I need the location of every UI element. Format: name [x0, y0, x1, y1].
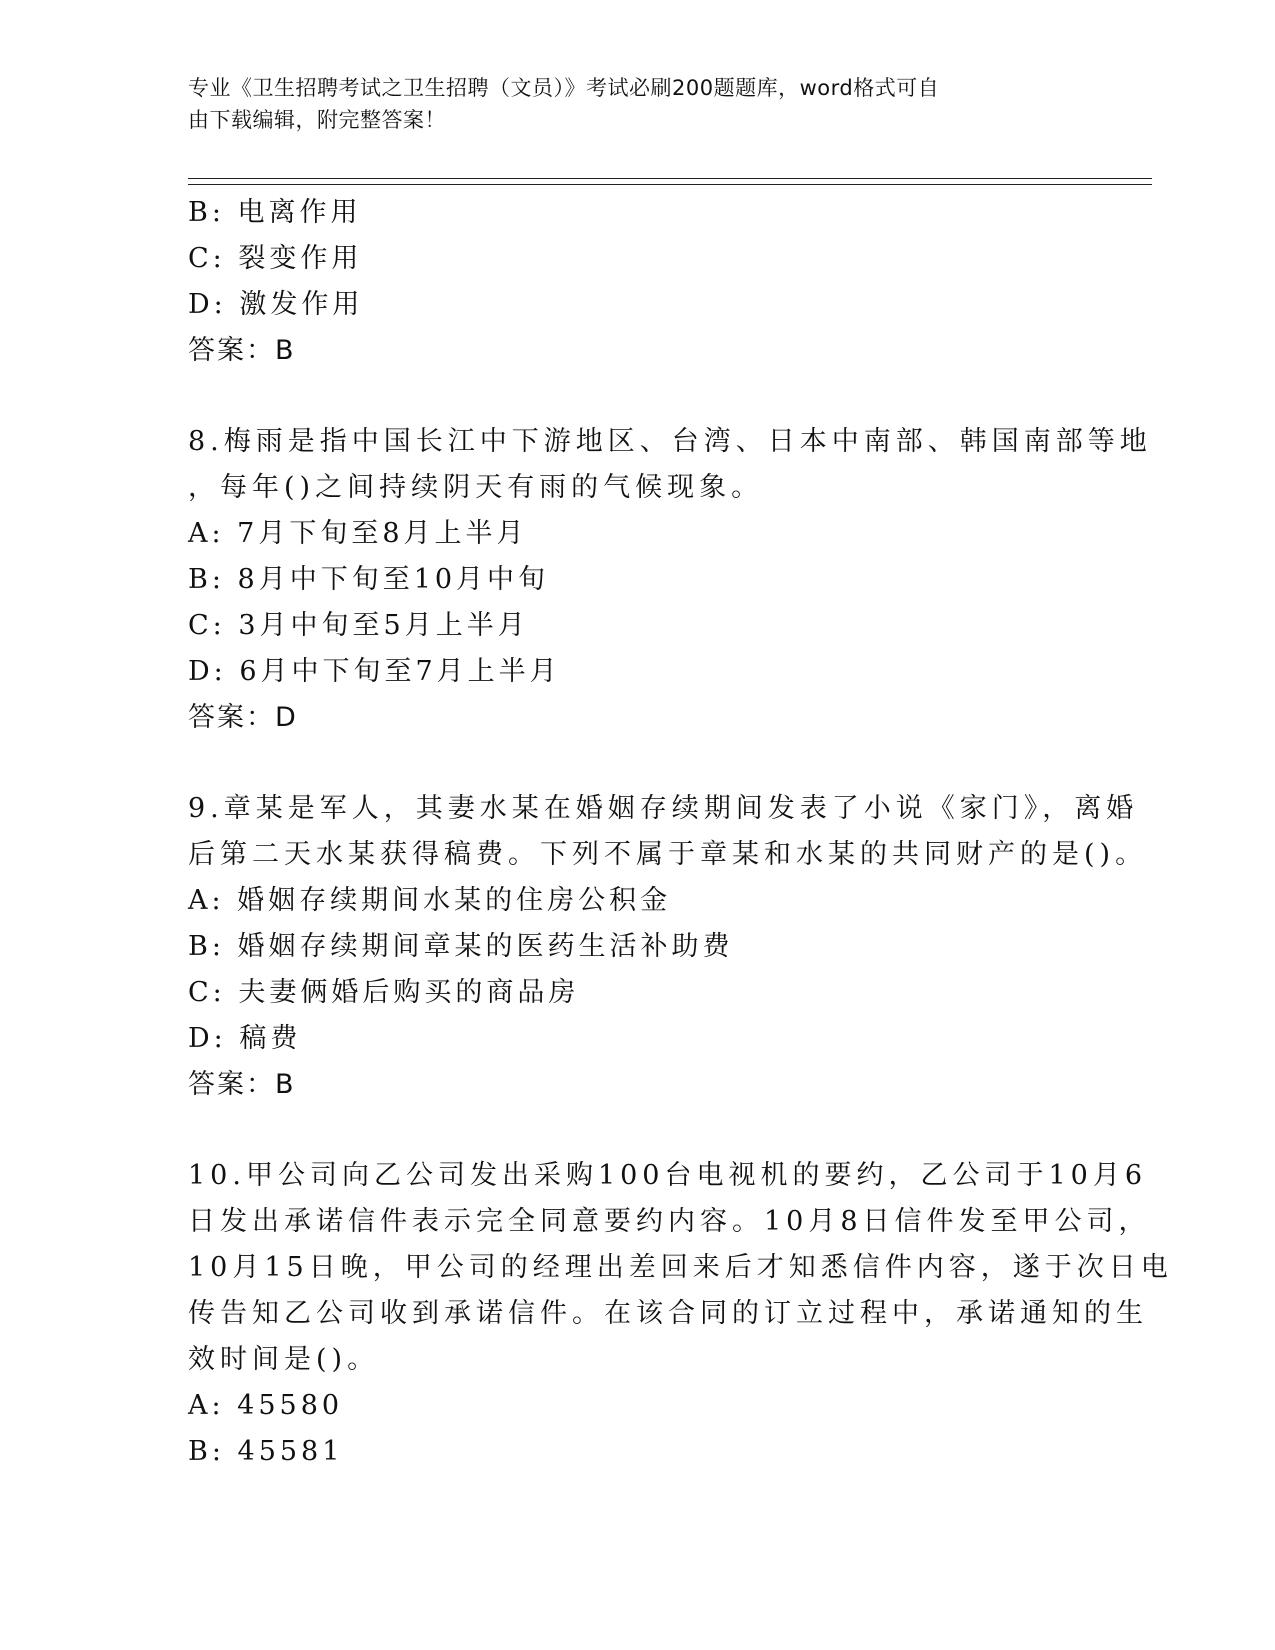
- option-c: C: 裂变作用: [188, 243, 363, 274]
- option-b: B: 电离作用: [188, 197, 362, 228]
- question-stem-line: 9.章某是军人，其妻水某在婚姻存续期间发表了小说《家门》，离婚: [188, 793, 1139, 824]
- question-10: [188, 1153, 1173, 1475]
- question-7: [188, 190, 1088, 374]
- option-b: B: 婚姻存续期间章某的医药生活补助费: [188, 931, 734, 962]
- question-spacer: [188, 741, 1088, 786]
- question-spacer: [188, 374, 1088, 419]
- option-d: D: 激发作用: [188, 289, 364, 320]
- question-stem-line: 后第二天水某获得稿费。下列不属于章某和水某的共同财产的是()。: [188, 839, 1148, 870]
- question-stem-line: 10.甲公司向乙公司发出采购100台电视机的要约，乙公司于10月6: [188, 1160, 1148, 1191]
- question-stem-line: 日发出承诺信件表示完全同意要约内容。10月8日信件发至甲公司，: [188, 1206, 1151, 1237]
- option-d: D: 稿费: [188, 1023, 302, 1054]
- option-a: A: 7月下旬至8月上半月: [188, 518, 528, 549]
- question-stem-line: 10月15日晚，甲公司的经理出差回来后才知悉信件内容，遂于次日电: [188, 1252, 1173, 1283]
- option-c: C: 夫妻俩婚后购买的商品房: [188, 977, 580, 1008]
- answer-text: 答案：D: [188, 702, 298, 733]
- option-b: B: 45581: [188, 1436, 344, 1467]
- question-9: [188, 786, 1148, 1108]
- question-stem-line: 效时间是()。: [188, 1344, 380, 1375]
- question-stem-line: 传告知乙公司收到承诺信件。在该合同的订立过程中，承诺通知的生: [188, 1298, 1148, 1329]
- answer-text: 答案：B: [188, 335, 296, 366]
- header-divider: [188, 178, 1152, 185]
- question-8: [188, 419, 1152, 741]
- question-spacer: [188, 1108, 1088, 1153]
- header-line-1: 专业《卫生招聘考试之卫生招聘（文员）》考试必刷200题题库，word格式可自: [188, 76, 940, 100]
- option-a: A: 45580: [188, 1390, 344, 1421]
- option-a: A: 婚姻存续期间水某的住房公积金: [188, 885, 672, 916]
- question-stem-line: 8.梅雨是指中国长江中下游地区、台湾、日本中南部、韩国南部等地: [188, 426, 1152, 457]
- question-stem-line: ，每年()之间持续阴天有雨的气候现象。: [188, 472, 764, 503]
- header-line-2: 由下载编辑，附完整答案！: [188, 108, 446, 132]
- question-content: [188, 190, 1173, 1475]
- option-d: D: 6月中下旬至7月上半月: [188, 656, 561, 687]
- document-header: [188, 72, 1068, 136]
- answer-text: 答案：B: [188, 1069, 296, 1100]
- option-b: B: 8月中下旬至10月中旬: [188, 564, 550, 595]
- option-c: C: 3月中旬至5月上半月: [188, 610, 529, 641]
